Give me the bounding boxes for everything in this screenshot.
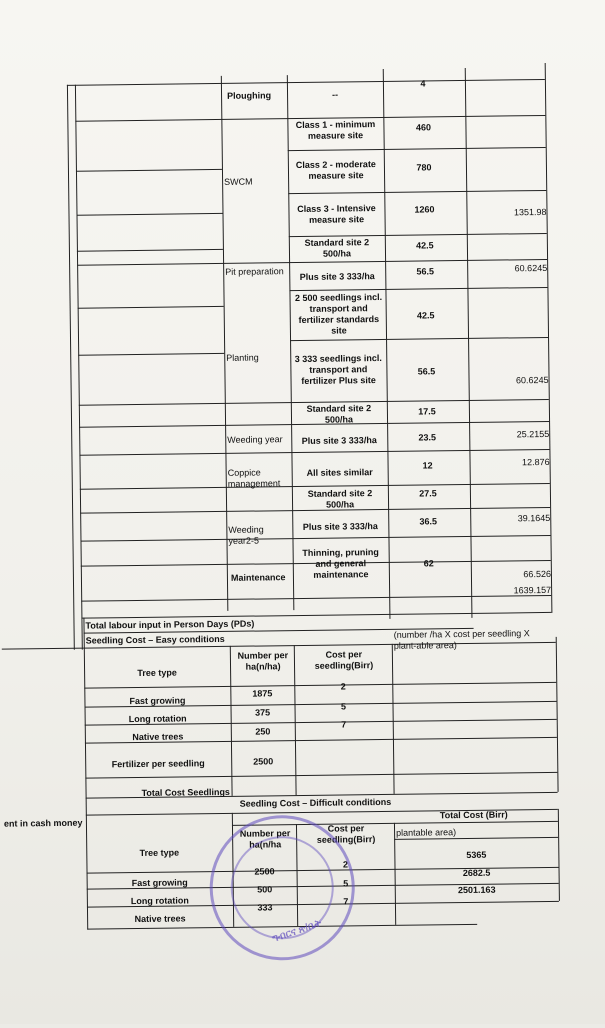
- pd-value: 42.5: [416, 240, 434, 251]
- tree-cost: 5: [340, 701, 347, 712]
- row-total: 66.526: [523, 568, 551, 580]
- table-border: [289, 287, 547, 291]
- site-cell: Standard site 2 500/ha: [304, 237, 370, 259]
- site-cell: Plus site 3 333/ha: [301, 435, 377, 446]
- tree-cost: 7: [341, 719, 347, 730]
- col-header: Number per ha(n/ha): [237, 650, 289, 672]
- tree-type: Native trees: [134, 913, 186, 925]
- fertilizer-number: 2500: [253, 756, 274, 767]
- site-cell: 3 333 seedlings incl. transport and fertilizer Plus site: [294, 352, 382, 386]
- table-border: [221, 76, 229, 611]
- tree-number: 1875: [252, 688, 273, 699]
- row-total: 39.1645: [517, 512, 551, 524]
- table-border: [290, 337, 548, 341]
- col-header: Cost per seedling(Birr): [314, 649, 374, 671]
- site-cell: --: [331, 89, 339, 100]
- activity-label: Ploughing: [226, 90, 272, 101]
- pd-value: 23.5: [418, 432, 437, 443]
- pd-value: 17.5: [418, 406, 436, 417]
- pd-value: 42.5: [416, 310, 435, 321]
- difficult-title: Seedling Cost – Difficult conditions: [239, 796, 392, 809]
- table-border: [78, 353, 224, 356]
- pd-value: 12: [422, 460, 433, 471]
- tree-type: Long rotation: [128, 713, 187, 725]
- site-cell: Thinning, pruning and general maintenance: [302, 547, 379, 580]
- site-cell: Standard site 2 500/ha: [306, 403, 372, 425]
- row-total: 60.6245: [514, 262, 548, 274]
- table-border: [81, 612, 551, 619]
- pd-value: 56.5: [416, 266, 435, 277]
- table-border: [77, 249, 223, 252]
- table-border: [67, 85, 75, 650]
- table-border: [81, 595, 551, 602]
- row-total: 60.6245: [515, 374, 549, 386]
- fertilizer-label: Fertilizer per seedling: [111, 758, 205, 770]
- tree-cost: 2: [340, 681, 346, 692]
- row-total: 12.876: [521, 456, 550, 468]
- tree-total: 2682.5: [462, 867, 491, 879]
- table-border: [556, 637, 559, 792]
- table-border: [76, 213, 222, 216]
- activity-label: Planting: [226, 352, 259, 363]
- row-total: 25.2155: [516, 428, 550, 440]
- total-labour-label: Total labour input in Person Days (PDs): [85, 618, 255, 631]
- activity-label: Weeding year: [227, 434, 283, 445]
- activity-label: Weeding year2-5: [228, 524, 264, 546]
- pd-value: 460: [415, 122, 432, 133]
- site-cell: 2 500 seedlings incl. transport and fertilizer standards site: [294, 291, 383, 336]
- col-header: Cost per seedling(Birr): [316, 823, 376, 845]
- tree-number: 250: [255, 726, 271, 737]
- tree-type: Fast growing: [131, 877, 188, 889]
- tree-number: 375: [255, 707, 271, 718]
- table-border: [392, 644, 395, 794]
- table-border: [230, 646, 233, 796]
- table-border: [79, 449, 549, 456]
- tree-number: 500: [257, 884, 273, 895]
- table-border: [289, 233, 547, 237]
- table-border: [288, 147, 546, 151]
- table-border: [287, 75, 295, 610]
- total-cost-seedlings-label: Total Cost Seedlings: [141, 786, 230, 798]
- tree-number: 333: [257, 902, 273, 913]
- grand-total: 1639.157: [513, 584, 552, 596]
- pd-value: 62: [423, 558, 434, 569]
- site-cell: Class 1 - minimum measure site: [295, 119, 376, 141]
- tree-cost: 5: [343, 878, 349, 889]
- table-border: [288, 190, 546, 194]
- site-cell: Class 2 - moderate measure site: [295, 159, 376, 181]
- table-border: [76, 169, 222, 172]
- table-border: [67, 79, 545, 86]
- tree-total: 5365: [466, 849, 487, 860]
- pd-value: 780: [416, 162, 432, 173]
- margin-note: ent in cash money: [3, 817, 83, 829]
- tree-total: 2501.163: [457, 884, 496, 896]
- table-border: [77, 259, 547, 266]
- site-cell: Plus site 3 333/ha: [302, 521, 378, 532]
- table-border: [558, 809, 560, 901]
- tree-type: Native trees: [132, 731, 184, 743]
- pd-value: 36.5: [419, 516, 438, 527]
- cost-formula: (number /ha X cost per seedling X plant-able area): [393, 628, 530, 651]
- row-total: 1351.98: [513, 206, 547, 218]
- col-header: Tree type: [137, 667, 177, 678]
- tree-number: 2500: [254, 866, 275, 877]
- site-cell: Plus site 3 333/ha: [299, 271, 375, 282]
- pd-value: 4: [420, 78, 426, 89]
- site-cell: All sites similar: [306, 467, 373, 478]
- site-cell: Standard site 2 500/ha: [307, 488, 373, 510]
- stamp-text: ግብርና ጽ/ቤት: [271, 917, 323, 945]
- tree-cost: 7: [343, 896, 349, 907]
- site-cell: Class 3 - Intensive measure site: [297, 203, 376, 225]
- pd-value: 56.5: [417, 366, 436, 377]
- col-header: Number per ha(n/ha: [239, 828, 291, 850]
- tree-type: Long rotation: [130, 895, 189, 907]
- total-cost-header: Total Cost (Birr): [439, 809, 508, 821]
- tree-type: Fast growing: [129, 695, 186, 707]
- activity-label: Maintenance: [230, 572, 286, 583]
- col-header: Tree type: [139, 847, 180, 858]
- pd-value: 1260: [414, 204, 435, 215]
- table-border: [80, 535, 550, 542]
- activity-label: Coppice management: [227, 467, 281, 489]
- easy-title: Seedling Cost – Easy conditions: [85, 633, 225, 646]
- activity-label: SWCM: [224, 176, 253, 187]
- table-border: [83, 618, 88, 930]
- table-border: [78, 306, 224, 309]
- area-note: plantable area): [396, 827, 457, 838]
- tree-cost: 2: [342, 859, 349, 870]
- pd-value: 27.5: [419, 488, 437, 499]
- activity-label: Pit preparation: [225, 266, 284, 277]
- table-border: [2, 648, 84, 650]
